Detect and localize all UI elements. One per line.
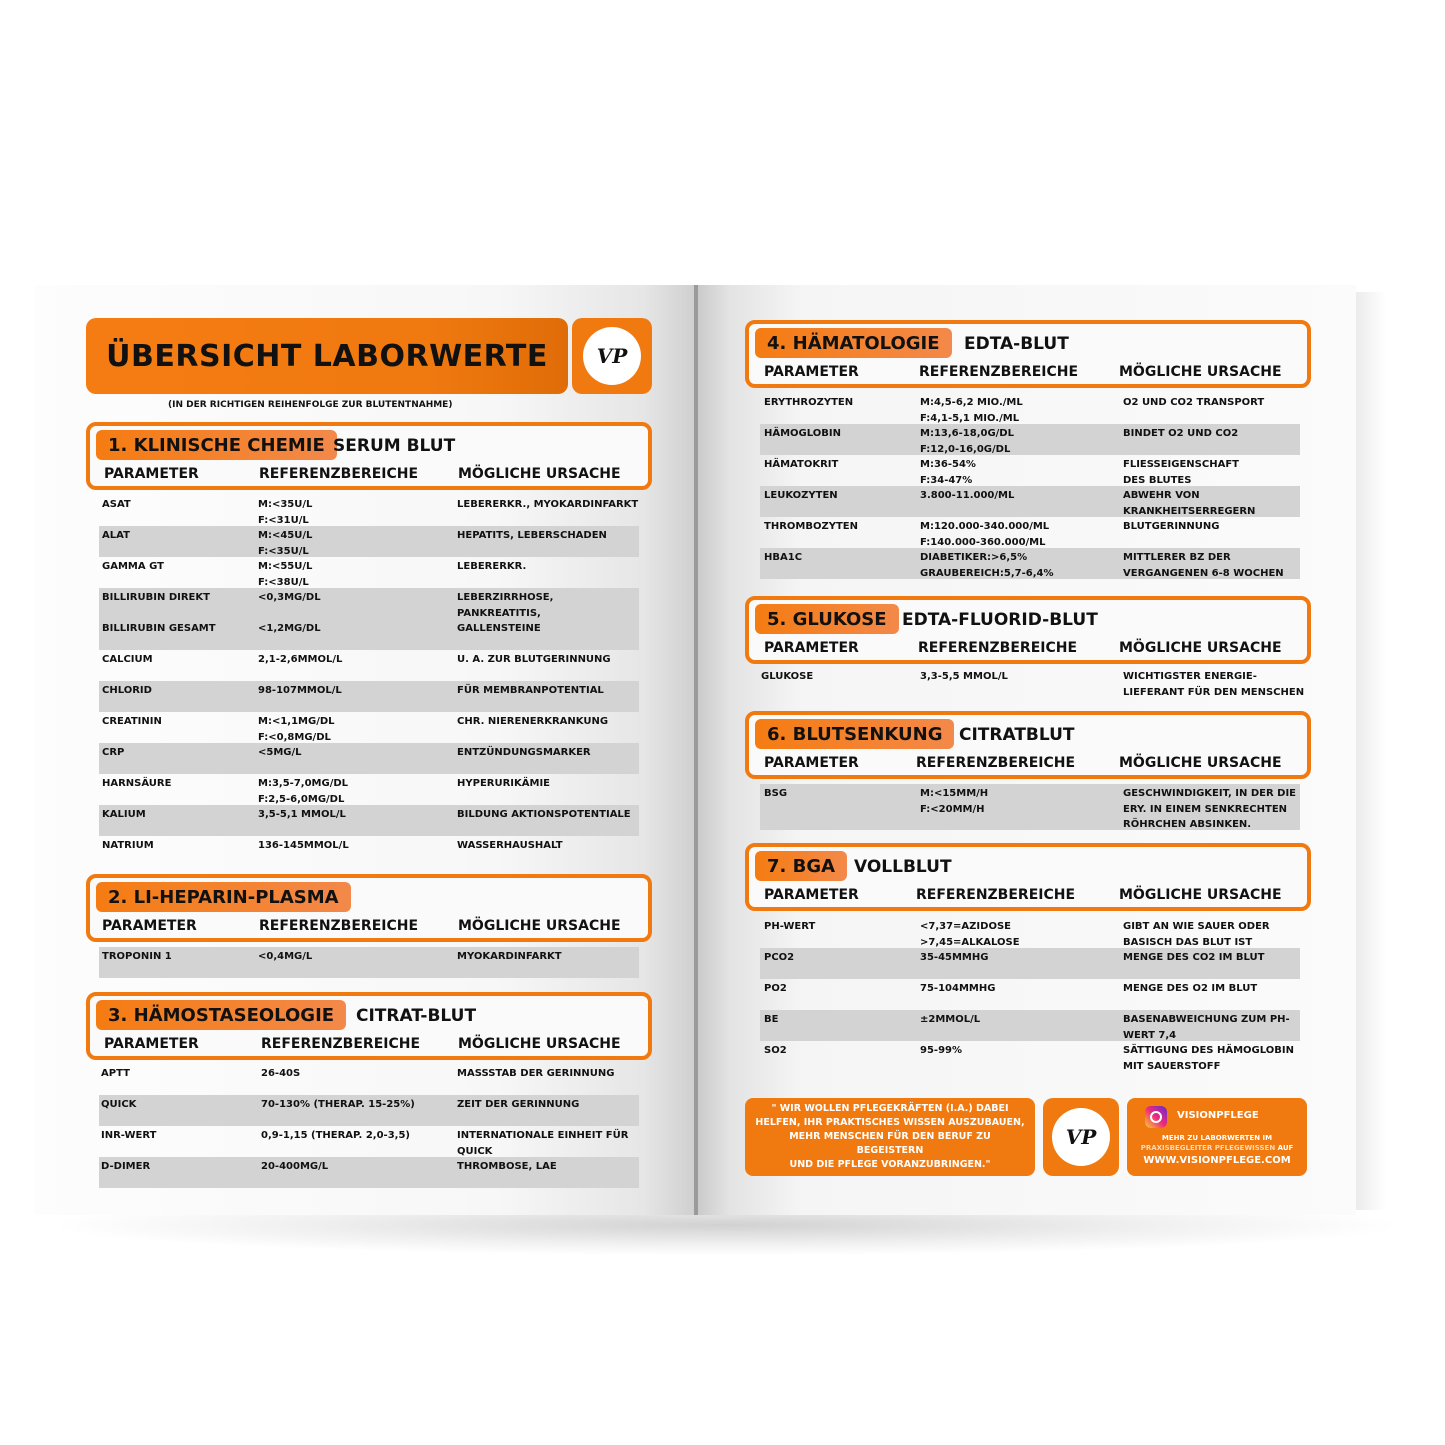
table-row [760, 517, 1300, 548]
cause-cell: ENTZÜNDUNGSMARKER [457, 747, 591, 758]
section-header-1 [86, 422, 652, 490]
section-header-4 [745, 320, 1311, 388]
reference-cell: >7,45=ALKALOSE [920, 936, 1020, 948]
section-tag-2: 2. LI-HEPARIN-PLASMA [96, 882, 351, 912]
table-row [760, 917, 1300, 948]
reference-cell: 3,5-5,1 MMOL/L [258, 809, 346, 820]
social-handle[interactable]: VISIONPFLEGE [1177, 1110, 1259, 1121]
table-row [99, 1095, 639, 1126]
parameter-cell: APTT [101, 1068, 130, 1079]
cause-cell: PANKREATITIS, [457, 607, 541, 619]
cause-cell: WICHTIGSTER ENERGIE- [1123, 671, 1257, 682]
reference-cell: <7,37=AZIDOSE [920, 921, 1011, 932]
parameter-cell: CHLORID [102, 685, 152, 696]
table-row [760, 784, 1300, 830]
reference-cell: M:<1,1MG/DL [258, 716, 335, 727]
col-header-parameter: PARAMETER [104, 466, 199, 482]
cause-cell: MIT SAUERSTOFF [1123, 1060, 1221, 1072]
parameter-cell: PCO2 [764, 952, 795, 963]
parameter-cell: NATRIUM [102, 840, 154, 851]
quote-box [745, 1098, 1035, 1176]
section-header-2 [86, 874, 652, 942]
book-name: PRAXISBEGLEITER PFLEGEWISSEN [1140, 1144, 1276, 1152]
reference-cell: F:34-47% [920, 474, 973, 486]
section-tag-1: 1. KLINISCHE CHEMIE [96, 430, 337, 460]
reference-cell: M:<55U/L [258, 561, 313, 572]
quote-line: HELFEN, IHR PRAKTISCHES WISSEN AUSZUBAUEN, [755, 1117, 1025, 1128]
reference-cell: M:120.000-340.000/ML [920, 521, 1050, 532]
cause-cell: BASISCH DAS BLUT IST [1123, 936, 1253, 948]
cause-cell: MENGE DES O2 IM BLUT [1123, 983, 1258, 994]
cause-cell: O2 UND CO2 TRANSPORT [1123, 397, 1265, 408]
parameter-cell: QUICK [101, 1099, 137, 1110]
reference-cell: 20-400MG/L [261, 1161, 329, 1172]
parameter-cell: HÄMOGLOBIN [764, 428, 841, 439]
table-row [757, 667, 1305, 698]
reference-cell: 3.800-11.000/ML [920, 490, 1015, 501]
parameter-cell: BILLIRUBIN GESAMT [102, 623, 216, 634]
parameter-cell: HÄMATOKRIT [764, 459, 839, 470]
reference-cell: M:<45U/L [258, 530, 313, 541]
col-header-reference: REFERENZBEREICHE [919, 364, 1079, 380]
section-tag-5: 5. GLUKOSE [755, 604, 899, 634]
table-row [760, 1041, 1300, 1072]
title-banner [86, 318, 568, 394]
col-header-parameter: PARAMETER [764, 364, 859, 380]
cause-cell: LEBERERKR., MYOKARDINFARKT [457, 499, 639, 510]
reference-cell: GRAUBEREICH:5,7-6,4% [920, 567, 1054, 579]
reference-cell: F:<31U/L [258, 514, 309, 526]
page-title: ÜBERSICHT LABORWERTE [106, 338, 548, 374]
cause-cell: FÜR MEMBRANPOTENTIAL [457, 685, 604, 696]
col-header-cause: MÖGLICHE URSACHE [1119, 887, 1282, 903]
reference-cell: <0,4MG/L [258, 951, 313, 962]
col-header-cause: MÖGLICHE URSACHE [458, 918, 621, 934]
table-row [99, 557, 639, 588]
cause-cell: ERY. IN EINEM SENKRECHTEN [1123, 803, 1288, 815]
reference-cell: 35-45MMHG [920, 952, 989, 963]
section-tag-7: 7. BGA [755, 851, 847, 881]
cause-cell: HYPERURIKÄMIE [457, 778, 551, 789]
reference-cell: F:<35U/L [258, 545, 309, 557]
table-row [99, 650, 639, 681]
table-row [99, 947, 639, 978]
cause-cell: MITTLERER BZ DER [1123, 552, 1231, 563]
col-header-reference: REFERENZBEREICHE [918, 640, 1078, 656]
table-row [99, 1157, 639, 1188]
cause-cell: WASSERHAUSHALT [457, 840, 563, 851]
reference-cell: ±2MMOL/L [920, 1014, 981, 1025]
parameter-cell: BILLIRUBIN DIREKT [102, 592, 210, 603]
reference-cell: M:3,5-7,0MG/DL [258, 778, 349, 789]
parameter-cell: THROMBOZYTEN [764, 521, 858, 532]
cause-cell: THROMBOSE, LAE [457, 1161, 557, 1172]
col-header-parameter: PARAMETER [764, 640, 859, 656]
table-row [99, 712, 639, 743]
reference-cell: F:<20MM/H [920, 803, 985, 815]
quote-line: UND DIE PFLEGE VORANZUBRINGEN." [789, 1159, 991, 1170]
parameter-cell: BE [764, 1014, 779, 1025]
col-header-reference: REFERENZBEREICHE [916, 755, 1076, 771]
col-header-reference: REFERENZBEREICHE [259, 918, 419, 934]
table-row [99, 774, 639, 805]
cause-cell: DES BLUTES [1123, 474, 1192, 486]
table-row [760, 455, 1300, 486]
section-tag-6: 6. BLUTSENKUNG [755, 719, 954, 749]
col-header-reference: REFERENZBEREICHE [261, 1036, 421, 1052]
col-header-cause: MÖGLICHE URSACHE [1119, 755, 1282, 771]
reference-cell: 75-104MMHG [920, 983, 996, 994]
col-header-reference: REFERENZBEREICHE [259, 466, 419, 482]
cause-cell: BILDUNG AKTIONSPOTENTIALE [457, 809, 631, 820]
cause-cell: U. A. ZUR BLUTGERINNUNG [457, 654, 611, 665]
table-row [99, 681, 639, 712]
table-row [760, 486, 1300, 517]
cause-cell: MYOKARDINFARKT [457, 951, 562, 962]
reference-cell: 70-130% (THERAP. 15-25%) [261, 1099, 415, 1110]
table-row [99, 1126, 639, 1157]
cause-cell: ZEIT DER GERINNUNG [457, 1099, 580, 1110]
section-header-3 [86, 992, 652, 1060]
cause-cell: KRANKHEITSERREGERN [1123, 505, 1256, 517]
reference-cell: F:2,5-6,0MG/DL [258, 793, 345, 805]
table-row [760, 424, 1300, 455]
reference-cell: 3,3-5,5 MMOL/L [920, 671, 1008, 682]
parameter-cell: PO2 [764, 983, 787, 994]
section-sub-6: CITRATBLUT [959, 725, 1075, 745]
reference-cell: F:4,1-5,1 MIO./ML [920, 412, 1020, 424]
cause-cell: HEPATITS, LEBERSCHADEN [457, 530, 607, 541]
table-row [760, 393, 1300, 424]
cause-cell: BASENABWEICHUNG ZUM PH- [1123, 1014, 1290, 1025]
reference-cell: <5MG/L [258, 747, 302, 758]
social-more-suffix: AUF [1275, 1144, 1294, 1152]
parameter-cell: INR-WERT [101, 1130, 157, 1141]
reference-cell: 26-40S [261, 1068, 301, 1079]
section-sub-7: VOLLBLUT [854, 857, 952, 877]
reference-cell: F:<38U/L [258, 576, 309, 588]
cause-cell: LIEFERANT FÜR DEN MENSCHEN [1123, 686, 1305, 698]
cause-cell: VERGANGENEN 6-8 WOCHEN [1123, 567, 1284, 579]
logo-box-top [572, 318, 652, 394]
col-header-parameter: PARAMETER [764, 887, 859, 903]
parameter-cell: SO2 [764, 1045, 787, 1056]
quote-line: " WIR WOLLEN PFLEGEKRÄFTEN (I.A.) DABEI [771, 1103, 1009, 1114]
section-header-5 [745, 596, 1311, 664]
section-tag-4: 4. HÄMATOLOGIE [755, 328, 952, 358]
reference-cell: M:4,5-6,2 MIO./ML [920, 397, 1023, 408]
col-header-parameter: PARAMETER [764, 755, 859, 771]
parameter-cell: PH-WERT [764, 921, 816, 932]
cause-cell: WERT 7,4 [1123, 1029, 1177, 1041]
cause-cell: BINDET O2 UND CO2 [1123, 428, 1239, 439]
table-row [99, 1064, 639, 1095]
cause-cell: INTERNATIONALE EINHEIT FÜR [457, 1130, 629, 1141]
reference-cell: M:13,6-18,0G/DL [920, 428, 1014, 439]
parameter-cell: GLUKOSE [761, 671, 814, 682]
book-spine [694, 285, 698, 1215]
cause-cell: LEBERZIRRHOSE, [457, 592, 554, 603]
table-row [760, 1010, 1300, 1041]
cause-cell: GALLENSTEINE [457, 623, 541, 634]
vp-logo-icon: VP [583, 327, 641, 385]
cause-cell: MENGE DES CO2 IM BLUT [1123, 952, 1265, 963]
table-row [99, 836, 639, 867]
quote-line: MEHR MENSCHEN FÜR DEN BERUF ZU BEGEISTERN [789, 1131, 991, 1156]
section-sub-5: EDTA-FLUORID-BLUT [902, 610, 1098, 630]
table-row [99, 588, 639, 650]
cause-cell: QUICK [457, 1145, 493, 1157]
table-row [760, 548, 1300, 579]
col-header-cause: MÖGLICHE URSACHE [1119, 364, 1282, 380]
cause-cell: GIBT AN WIE SAUER ODER [1123, 921, 1270, 932]
reference-cell: 0,9-1,15 (THERAP. 2,0-3,5) [261, 1130, 410, 1141]
col-header-cause: MÖGLICHE URSACHE [458, 1036, 621, 1052]
cause-cell: RÖHRCHEN ABSINKEN. [1123, 819, 1252, 830]
reference-cell: 2,1-2,6MMOL/L [258, 654, 343, 665]
parameter-cell: LEUKOZYTEN [764, 490, 838, 501]
table-row [99, 526, 639, 557]
section-header-6 [745, 711, 1311, 779]
col-header-cause: MÖGLICHE URSACHE [1119, 640, 1282, 656]
table-row [760, 979, 1300, 1010]
cause-cell: LEBERERKR. [457, 561, 527, 572]
reference-cell: <1,2MG/DL [258, 623, 321, 634]
reference-cell: M:36-54% [920, 459, 976, 470]
social-more-text: MEHR ZU LABORWERTEN IM [1161, 1134, 1273, 1142]
vp-logo-icon: VP [1052, 1108, 1110, 1166]
section-tag-3: 3. HÄMOSTASEOLOGIE [96, 1000, 346, 1030]
parameter-cell: D-DIMER [101, 1161, 151, 1172]
table-row [99, 743, 639, 774]
table-row [99, 495, 639, 526]
parameter-cell: ASAT [102, 499, 131, 510]
cause-cell: MASSSTAB DER GERINNUNG [457, 1068, 615, 1079]
reference-cell: M:<15MM/H [920, 788, 989, 799]
parameter-cell: KALIUM [102, 809, 146, 820]
parameter-cell: HARNSÄURE [102, 778, 172, 789]
parameter-cell: GAMMA GT [102, 561, 164, 572]
page-subtitle: (IN DER RICHTIGEN REIHENFOLGE ZUR BLUTENTNAHME) [168, 400, 453, 410]
reference-cell: 95-99% [920, 1045, 963, 1056]
reference-cell: 98-107MMOL/L [258, 685, 342, 696]
instagram-icon[interactable] [1145, 1106, 1167, 1128]
parameter-cell: CALCIUM [102, 654, 153, 665]
social-box [1127, 1098, 1307, 1176]
col-header-parameter: PARAMETER [104, 1036, 199, 1052]
reference-cell: DIABETIKER:>6,5% [920, 552, 1028, 563]
table-row [99, 805, 639, 836]
cause-cell: SÄTTIGUNG DES HÄMOGLOBIN [1123, 1045, 1294, 1056]
reference-cell: 136-145MMOL/L [258, 840, 349, 851]
col-header-parameter: PARAMETER [102, 918, 197, 934]
parameter-cell: BSG [764, 788, 788, 799]
parameter-cell: CREATININ [102, 716, 162, 727]
reference-cell: F:12,0-16,0G/DL [920, 443, 1011, 455]
table-row [760, 948, 1300, 979]
section-sub-1: SERUM BLUT [333, 436, 456, 456]
parameter-cell: TROPONIN 1 [102, 951, 172, 962]
cause-cell: CHR. NIERENERKRANKUNG [457, 716, 609, 727]
col-header-reference: REFERENZBEREICHE [916, 887, 1076, 903]
parameter-cell: CRP [102, 747, 125, 758]
website-link[interactable]: WWW.VISIONPFLEGE.COM [1143, 1155, 1291, 1166]
cause-cell: GESCHWINDIGKEIT, IN DER DIE [1123, 788, 1297, 799]
reference-cell: F:140.000-360.000/ML [920, 536, 1046, 548]
parameter-cell: ERYTHROZYTEN [764, 397, 854, 408]
col-header-cause: MÖGLICHE URSACHE [458, 466, 621, 482]
section-sub-4: EDTA-BLUT [964, 334, 1069, 354]
cause-cell: BLUTGERINNUNG [1123, 521, 1220, 532]
section-header-7 [745, 843, 1311, 911]
reference-cell: M:<35U/L [258, 499, 313, 510]
parameter-cell: HBA1C [764, 552, 803, 563]
social-more-text-2 [1127, 1144, 1307, 1152]
reference-cell: F:<0,8MG/DL [258, 731, 331, 743]
cause-cell: FLIESSEIGENSCHAFT [1123, 459, 1239, 470]
reference-cell: <0,3MG/DL [258, 592, 321, 603]
logo-box-bottom [1043, 1098, 1119, 1176]
parameter-cell: ALAT [102, 530, 130, 541]
cause-cell: ABWEHR VON [1123, 490, 1200, 501]
section-sub-3: CITRAT-BLUT [356, 1006, 477, 1026]
page-edge-shadow [1356, 292, 1386, 1210]
